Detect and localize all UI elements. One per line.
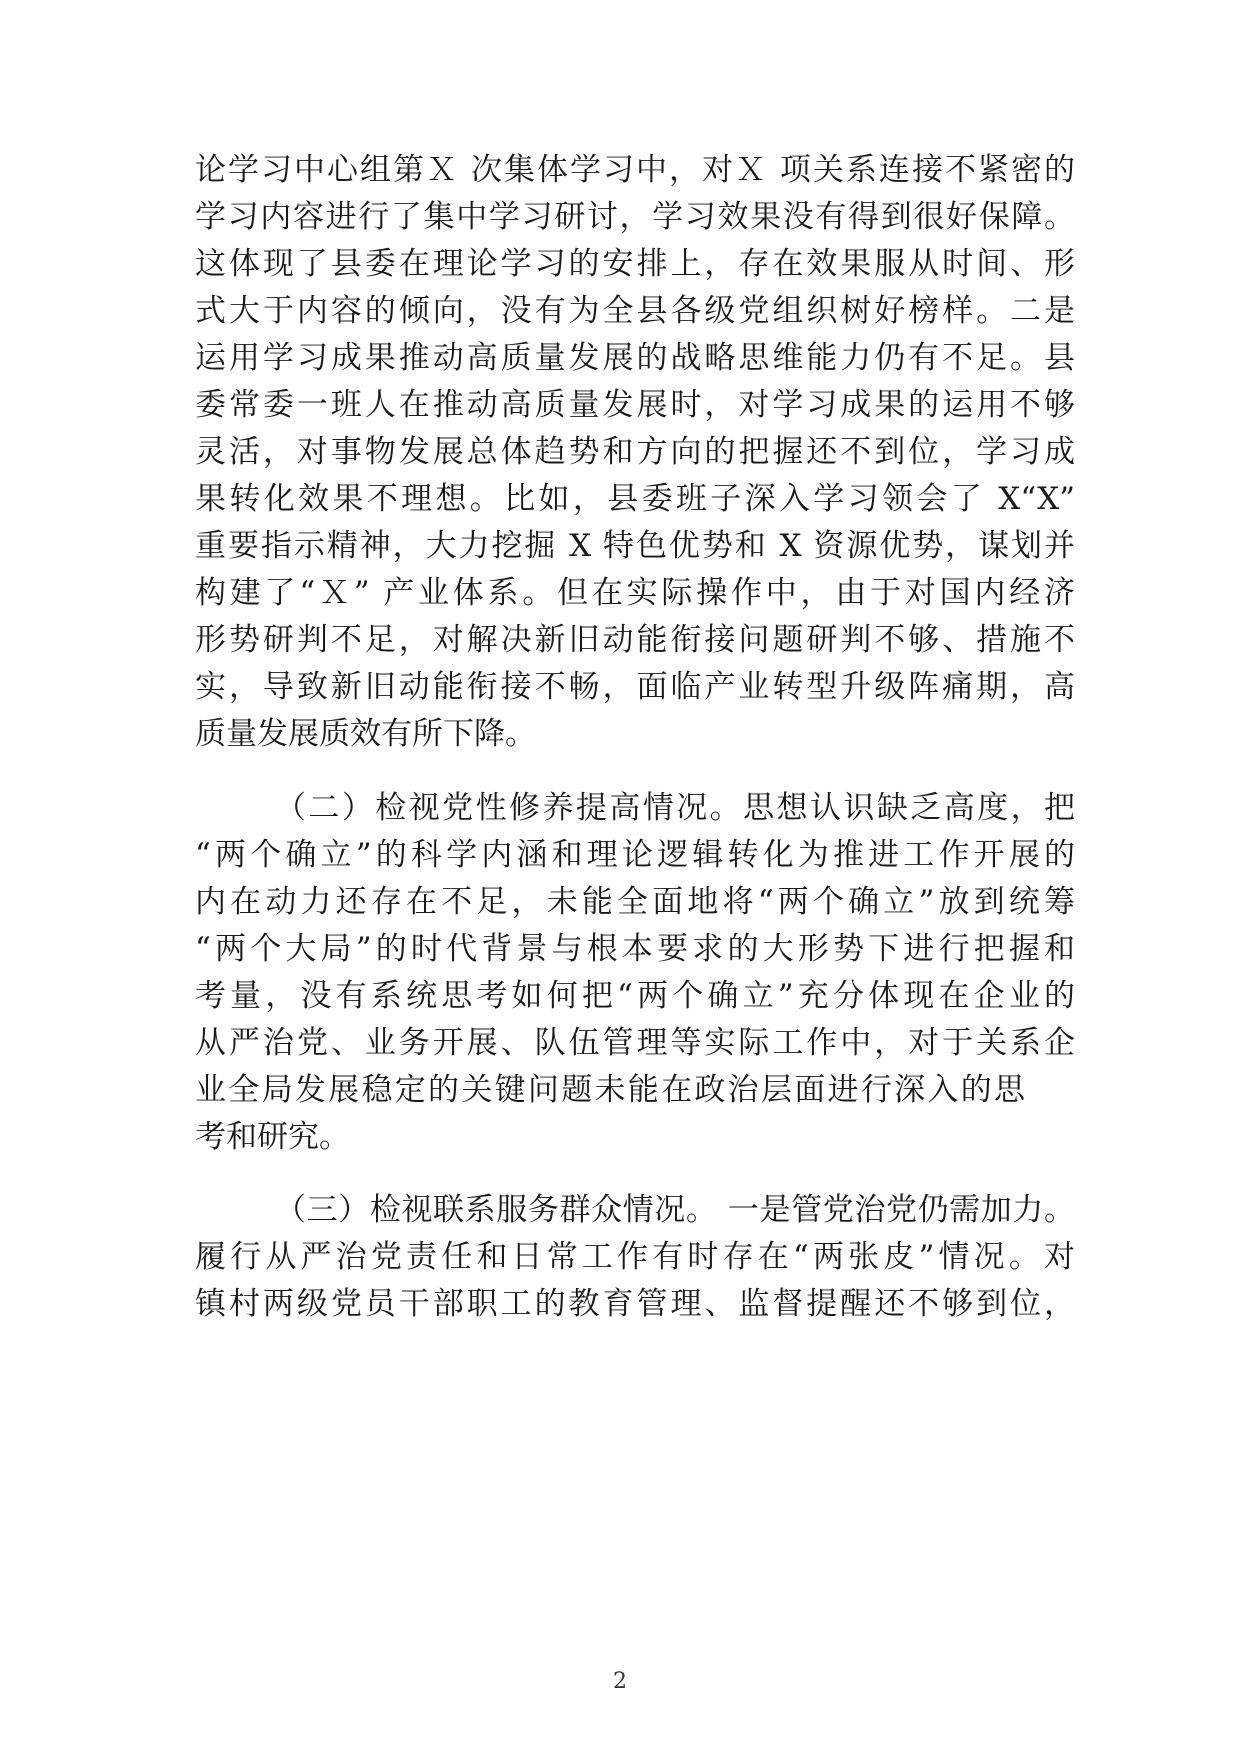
paragraph-2-line-8: 考和研究。 <box>195 1119 350 1155</box>
paragraph-3-line-2: 履行从严治党责任和日常工作有时存在“两张皮”情况。对 <box>195 1239 1075 1275</box>
paragraph-2-line-5: 考量，没有系统思考如何把“两个确立”充分体现在企业的 <box>195 978 1075 1014</box>
paragraph-2-line-2: “两个确立”的科学内涵和理论逻辑转化为推进工作开展的 <box>195 837 1075 873</box>
paragraph-1-line-6: 委常委一班人在推动高质量发展时，对学习成果的运用不够 <box>195 387 1075 423</box>
paragraph-2-line-7: 业全局发展稳定的关键问题未能在政治层面进行深入的思 <box>195 1072 1025 1108</box>
paragraph-3-line-3: 镇村两级党员干部职工的教育管理、监督提醒还不够到位， <box>195 1286 1075 1322</box>
paragraph-1-line-13: 质量发展质效有所下降。 <box>195 716 536 752</box>
paragraph-1-line-9: 重要指示精神，大力挖掘 X 特色优势和 X 资源优势，谋划并 <box>195 528 1075 564</box>
paragraph-2-line-3: 内在动力还存在不足，未能全面地将“两个确立”放到统筹 <box>195 884 1075 920</box>
paragraph-1-line-10: 构建了“Ｘ” 产业体系。但在实际操作中，由于对国内经济 <box>195 575 1075 611</box>
paragraph-1-line-2: 学习内容进行了集中学习研讨，学习效果没有得到很好保障。 <box>195 199 1075 235</box>
page-number: 2 <box>613 1669 627 1694</box>
paragraph-1-line-11: 形势研判不足，对解决新旧动能衔接问题研判不够、措施不 <box>195 622 1075 658</box>
paragraph-1-line-5: 运用学习成果推动高质量发展的战略思维能力仍有不足。县 <box>195 340 1075 376</box>
paragraph-1-line-3: 这体现了县委在理论学习的安排上，存在效果服从时间、形 <box>195 246 1075 282</box>
paragraph-1-line-8: 果转化效果不理想。比如，县委班子深入学习领会了 X“X” <box>195 481 1075 517</box>
paragraph-2-line-6: 从严治党、业务开展、队伍管理等实际工作中，对于关系企 <box>195 1025 1075 1061</box>
paragraph-2-line-4: “两个大局”的时代背景与根本要求的大形势下进行把握和 <box>195 931 1075 967</box>
paragraph-1-line-1: 论学习中心组第Ｘ 次集体学习中，对Ｘ 项关系连接不紧密的 <box>195 152 1075 188</box>
paragraph-3-line-1: （三）检视联系服务群众情况。 一是管党治党仍需加力。 <box>275 1192 1075 1228</box>
paragraph-2-line-1: （二）检视党性修养提高情况。思想认识缺乏高度，把 <box>275 790 1075 826</box>
paragraph-1-line-4: 式大于内容的倾向，没有为全县各级党组织树好榜样。二是 <box>195 293 1075 329</box>
paragraph-1-line-12: 实，导致新旧动能衔接不畅，面临产业转型升级阵痛期，高 <box>195 669 1075 705</box>
paragraph-1-line-7: 灵活，对事物发展总体趋势和方向的把握还不到位，学习成 <box>195 434 1075 470</box>
